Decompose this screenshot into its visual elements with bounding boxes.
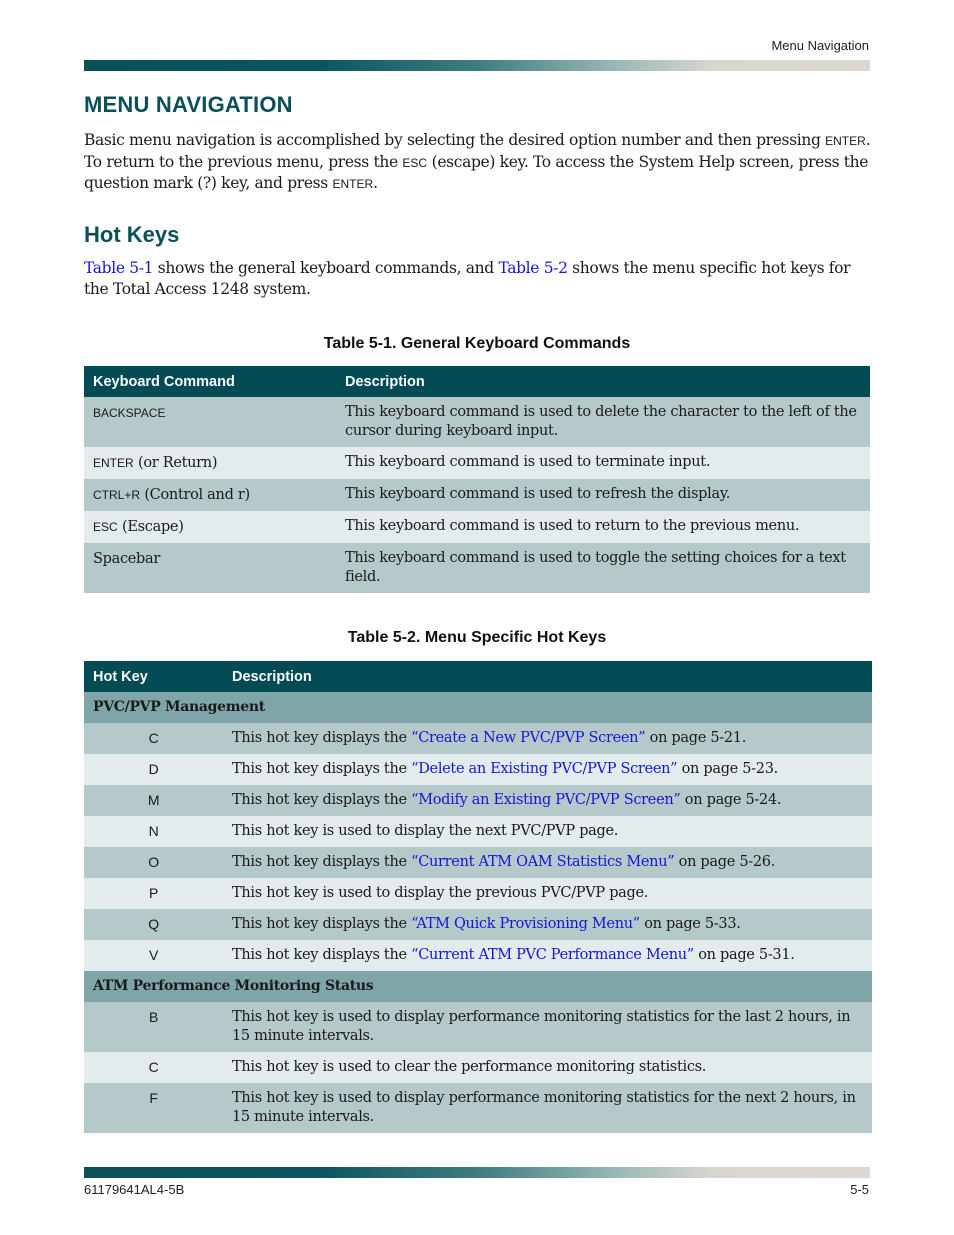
intro-paragraph [84,130,874,195]
hot-key-cell: P [84,878,223,909]
description-text: This hot key displays the [232,854,412,870]
description-cell [223,723,872,754]
description-cell: This keyboard command is used to refresh the display. [336,479,870,511]
hotkeys-paragraph [84,258,874,299]
enter-key-label: ENTER [825,134,866,148]
key-name: BACKSPACE [93,406,166,420]
description-cell: This keyboard command is used to delete the character to the left of the cursor during keyboard input. [336,397,870,447]
header-gradient-bar [84,60,870,71]
description-cell: This hot key is used to display the next PVC/PVP page. [223,816,872,847]
section-title: MENU NAVIGATION [84,92,293,117]
hot-key-cell: C [84,1052,223,1083]
keyboard-command-cell [84,397,336,447]
description-text: on page 5-24. [680,792,782,808]
hotkeys-text: shows the menu specific hot keys for the Total Access 1248 system. [84,259,851,298]
table-row [84,1002,872,1052]
description-text: This hot key displays the [232,730,412,746]
table-row [84,543,870,593]
hot-key-cell: O [84,847,223,878]
description-cell: This keyboard command is used to return to the previous menu. [336,511,870,543]
menu-specific-hot-keys-table [84,661,872,1133]
page-number: 5-5 [850,1182,869,1197]
keyboard-command-cell [84,447,336,479]
description-cell [223,909,872,940]
hot-key-cell: M [84,785,223,816]
description-cell [223,847,872,878]
table-section-row [84,971,872,1002]
key-note: (Control and r) [140,487,250,503]
enter-key-label: ENTER [332,177,374,191]
table-header-row [84,366,870,397]
intro-text: . [373,174,378,192]
intro-text: Basic menu navigation is accomplished by selecting the desired option number and then pressing [84,131,826,149]
table-row [84,909,872,940]
description-cell: This hot key is used to display performance monitoring statistics for the last 2 hours, in 15 minute intervals. [223,1002,872,1052]
table-row [84,479,870,511]
table-row [84,878,872,909]
key-name: ENTER [93,456,134,470]
table-row [84,447,870,479]
description-text: on page 5-26. [674,854,776,870]
column-header-keyboard-command: Keyboard Command [84,366,336,397]
description-text: This hot key displays the [232,792,412,808]
description-text: on page 5-33. [639,916,741,932]
general-keyboard-commands-table [84,366,870,593]
description-text: This hot key displays the [232,947,412,963]
table-row [84,397,870,447]
table-5-1-caption: Table 5-1. General Keyboard Commands [323,335,631,352]
description-cell [223,785,872,816]
hot-key-cell: C [84,723,223,754]
intro-text: . To return to the previous menu, press the [84,131,871,171]
table-row [84,723,872,754]
table-header-row [84,661,872,692]
oam-statistics-menu-link[interactable]: “Current ATM OAM Statistics Menu” [411,854,675,870]
hot-key-cell: B [84,1002,223,1052]
section-title-atm-performance-monitoring: ATM Performance Monitoring Status [84,971,872,1002]
hot-key-cell: F [84,1083,223,1133]
description-text: This hot key displays the [232,761,412,777]
table-row [84,816,872,847]
esc-key-label: ESC [402,155,428,170]
table-row [84,511,870,543]
keyboard-command-cell [84,479,336,511]
footer-gradient-bar [84,1167,870,1178]
hot-key-cell: D [84,754,223,785]
description-cell [223,754,872,785]
running-header-title: Menu Navigation [771,38,869,53]
table-5-1-link[interactable]: Table 5-1 [84,259,154,277]
table-row [84,785,872,816]
key-name: CTRL+R [93,488,141,502]
pvc-performance-menu-link[interactable]: “Current ATM PVC Performance Menu” [411,947,694,963]
description-cell [223,940,872,971]
description-cell: This hot key is used to clear the performance monitoring statistics. [223,1052,872,1083]
key-note: (or Return) [133,455,218,471]
key-name: Spacebar [93,551,161,567]
table-row [84,754,872,785]
table-5-2-caption: Table 5-2. Menu Specific Hot Keys [347,629,607,646]
description-cell: This keyboard command is used to terminate input. [336,447,870,479]
hot-key-cell: N [84,816,223,847]
table-5-2-link[interactable]: Table 5-2 [498,259,568,277]
table-section-row [84,692,872,723]
hot-key-cell: V [84,940,223,971]
description-text: on page 5-21. [645,730,746,746]
hotkeys-text: shows the general keyboard commands, and [153,259,499,277]
column-header-description: Description [223,661,872,692]
column-header-description: Description [336,366,870,397]
keyboard-command-cell [84,511,336,543]
section-title-pvc-pvp-management: PVC/PVP Management [84,692,872,723]
description-text: on page 5-31. [693,947,795,963]
subsection-title: Hot Keys [84,222,180,247]
description-text: on page 5-23. [677,761,778,777]
modify-pvc-pvp-screen-link[interactable]: “Modify an Existing PVC/PVP Screen” [411,792,681,808]
table-row [84,1083,872,1133]
table-row [84,847,872,878]
column-header-hot-key: Hot Key [84,661,223,692]
description-cell: This keyboard command is used to toggle the setting choices for a text field. [336,543,870,593]
hot-key-cell: Q [84,909,223,940]
description-text: This hot key displays the [232,916,412,932]
table-row [84,940,872,971]
table-row [84,1052,872,1083]
quick-provisioning-menu-link[interactable]: “ATM Quick Provisioning Menu” [411,916,640,932]
key-name: ESC [93,520,118,534]
description-cell: This hot key is used to display the previous PVC/PVP page. [223,878,872,909]
keyboard-command-cell [84,543,336,593]
key-note: (Escape) [117,519,184,535]
description-cell: This hot key is used to display performance monitoring statistics for the next 2 hours, in 15 minute intervals. [223,1083,872,1133]
delete-pvc-pvp-screen-link[interactable]: “Delete an Existing PVC/PVP Screen” [411,761,678,777]
document-number: 61179641AL4-5B [84,1182,185,1197]
intro-text: (escape) key. To access the System Help screen, press the question mark (?) key, and press [84,152,869,192]
create-pvc-pvp-screen-link[interactable]: “Create a New PVC/PVP Screen” [411,730,646,746]
